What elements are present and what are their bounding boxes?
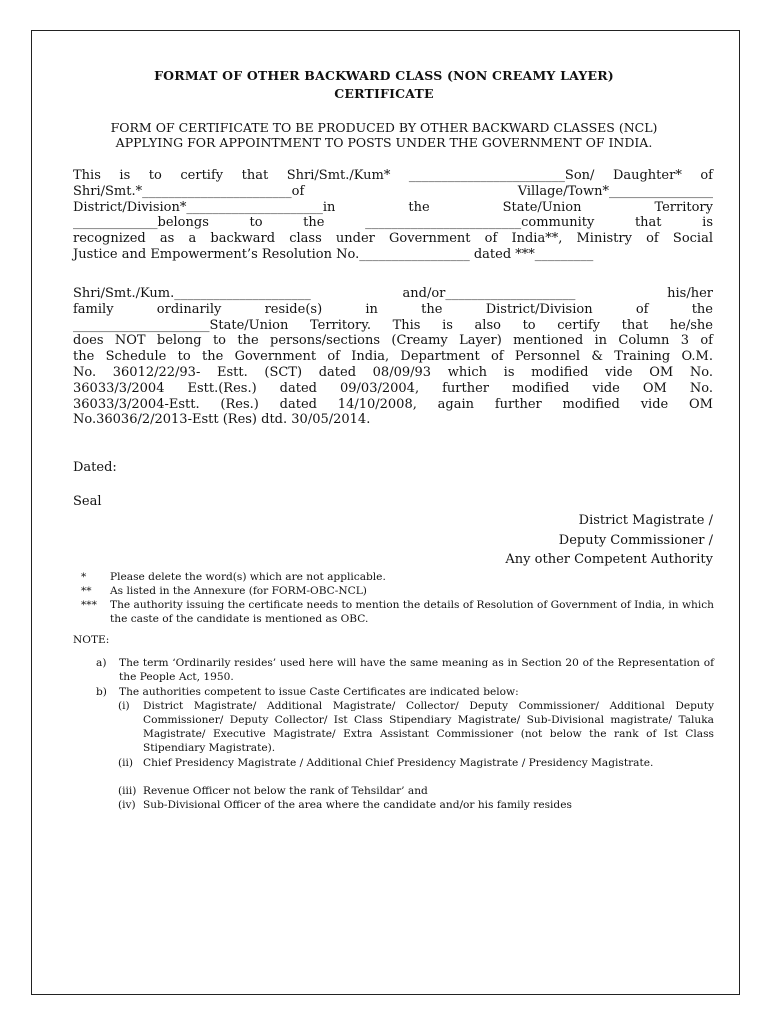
paragraph-line: No. 36012/22/93- Estt. (SCT) dated 08/09/93 which is modified vide OM No. xyxy=(73,364,713,380)
paragraph-line: does NOT belong to the persons/sections (Creamy Layer) mentioned in Column 3 of xyxy=(73,333,713,349)
footnote xyxy=(81,570,721,584)
signatory-district-magistrate: District Magistrate / xyxy=(578,513,713,528)
certification-paragraph-2 xyxy=(73,286,713,428)
footnote-text: The authority issuing the certificate needs to mention the details of Resolution of Government of India, in which the caste of the candidate is mentioned as OBC. xyxy=(110,599,714,625)
footnote-text: Please delete the word(s) which are not applicable. xyxy=(110,571,386,583)
paragraph-line: _____________________State/Union Territory. This is also to certify that he/she xyxy=(73,317,713,333)
note-item-b xyxy=(96,685,716,699)
authority-text: Sub-Divisional Officer of the area where the candidate and/or his family resides xyxy=(143,799,572,811)
note-marker: a) xyxy=(96,657,107,669)
authority-marker: (ii) xyxy=(118,757,134,769)
footnote-marker: * xyxy=(81,571,87,583)
paragraph-line: Shri/Smt.*_______________________of Village/Town*________________ xyxy=(73,183,713,199)
footnote-marker: ** xyxy=(81,585,92,597)
dated-label: Dated: xyxy=(73,460,117,475)
authority-marker: (iii) xyxy=(118,785,137,797)
authority-item-i xyxy=(118,699,716,755)
paragraph-line: Justice and Empowerment’s Resolution No._________________ dated ***_________ xyxy=(73,246,594,262)
signatory-competent-authority: Any other Competent Authority xyxy=(505,552,713,567)
seal-label: Seal xyxy=(73,494,102,509)
note-text: The term ‘Ordinarily resides’ used here will have the same meaning as in Section 20 of the Representation of the People Act, 1950. xyxy=(119,657,714,683)
certificate-title-line1: FORMAT OF OTHER BACKWARD CLASS (NON CREAMY LAYER) xyxy=(154,68,614,83)
authority-marker: (i) xyxy=(118,700,130,712)
authority-item-iv xyxy=(118,798,716,812)
paragraph-line: District/Division*_____________________in the State/Union Territory xyxy=(73,199,713,215)
paragraph-line: the Schedule to the Government of India, Department of Personnel & Training O.M. xyxy=(73,349,713,365)
note-text: The authorities competent to issue Caste Certificates are indicated below: xyxy=(119,686,519,698)
paragraph-line: _____________belongs to the ________________________community that is xyxy=(73,215,713,231)
footnote xyxy=(81,584,721,598)
footnote-marker: *** xyxy=(81,599,97,611)
form-subtitle-line2: APPLYING FOR APPOINTMENT TO POSTS UNDER THE GOVERNMENT OF INDIA. xyxy=(115,135,653,150)
authority-text: Revenue Officer not below the rank of Tehsildar’ and xyxy=(143,785,428,797)
authority-text: District Magistrate/ Additional Magistrate/ Collector/ Deputy Commissioner/ Additional Deputy Commissioner/ Deputy Collector/ Ist Class Stipendiary Magistrate/ Sub-Divisional magistrate/ Taluka Magistrate/ Executive Magistrate/ Extra Assistant Commissioner (not below the rank of Ist Class Stipendiary Magistrate). xyxy=(143,700,714,754)
footnote xyxy=(81,598,721,626)
authority-item-ii xyxy=(118,756,716,784)
paragraph-line: family ordinarily reside(s) in the District/Division of the xyxy=(73,301,713,317)
certification-paragraph-1 xyxy=(73,168,713,263)
paragraph-line: 36033/3/2004-Estt. (Res.) dated 14/10/2008, again further modified vide OM xyxy=(73,396,713,412)
paragraph-line: This is to certify that Shri/Smt./Kum* ________________________Son/ Daughter* of xyxy=(73,168,713,183)
paragraph-line: No.36036/2/2013-Estt (Res) dtd. 30/05/2014. xyxy=(73,412,371,428)
authority-item-iii xyxy=(118,784,716,798)
signatory-deputy-commissioner: Deputy Commissioner / xyxy=(558,532,713,548)
footnote-text: As listed in the Annexure (for FORM-OBC-NCL) xyxy=(110,585,367,597)
authority-marker: (iv) xyxy=(118,799,136,811)
certificate-title-line2: CERTIFICATE xyxy=(334,86,434,101)
note-marker: b) xyxy=(96,686,107,698)
paragraph-line: 36033/3/2004 Estt.(Res.) dated 09/03/2004, further modified vide OM No. xyxy=(73,380,713,396)
paragraph-line: Shri/Smt./Kum._____________________ and/or____________________ his/her xyxy=(73,286,713,301)
form-subtitle-line1: FORM OF CERTIFICATE TO BE PRODUCED BY OTHER BACKWARD CLASSES (NCL) xyxy=(110,120,658,135)
note-label: NOTE: xyxy=(73,634,110,646)
authority-text: Chief Presidency Magistrate / Additional Chief Presidency Magistrate / Presidency Magistrate. xyxy=(143,757,654,769)
note-item-a xyxy=(96,656,716,684)
signature-block xyxy=(505,511,713,570)
paragraph-line: recognized as a backward class under Government of India**, Ministry of Social xyxy=(73,231,713,247)
